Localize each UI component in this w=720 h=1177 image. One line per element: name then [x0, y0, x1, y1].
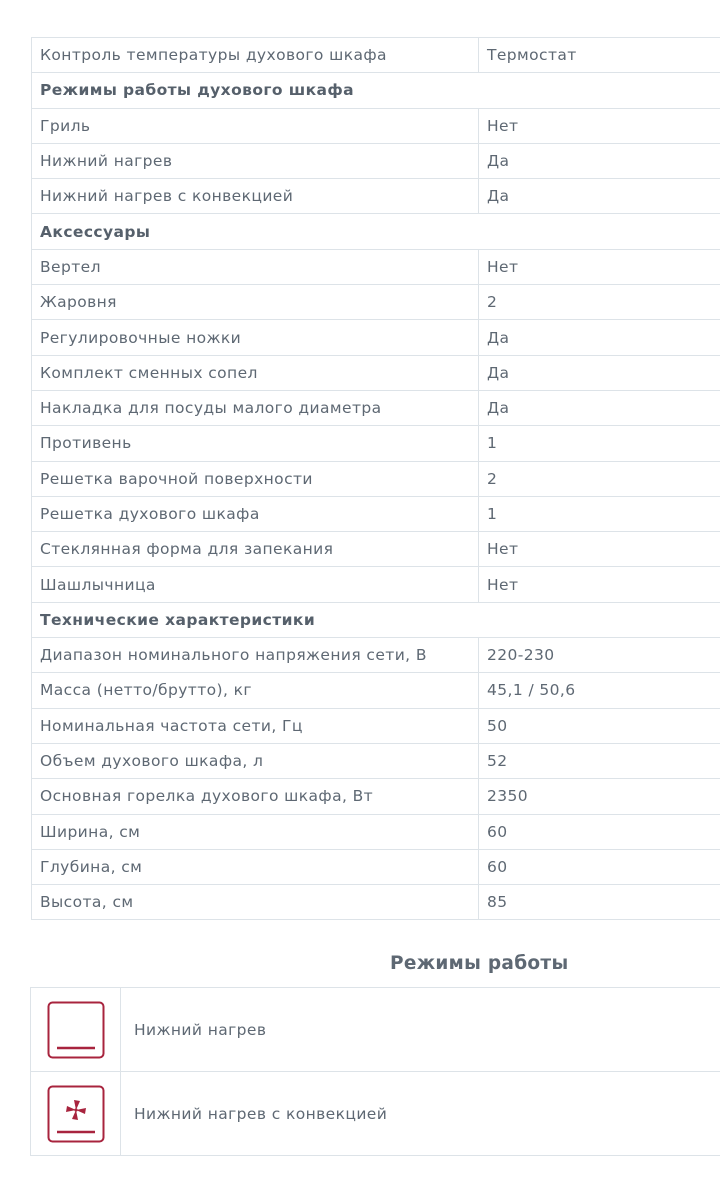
spec-row — [32, 285, 720, 320]
spec-value: 2 — [479, 461, 720, 496]
spec-label: Объем духового шкафа, л — [32, 743, 479, 778]
spec-value: Да — [479, 390, 720, 425]
modes-title: Режимы работы — [390, 953, 569, 974]
spec-label: Основная горелка духового шкафа, Вт — [32, 779, 479, 814]
spec-value: 2350 — [479, 779, 720, 814]
section-header: Аксессуары — [32, 214, 720, 249]
spec-value: Да — [479, 320, 720, 355]
spec-value: Да — [479, 179, 720, 214]
spec-row — [32, 814, 720, 849]
spec-row — [32, 249, 720, 284]
spec-label: Гриль — [32, 108, 479, 143]
spec-label: Высота, см — [32, 885, 479, 920]
spec-value: Нет — [479, 567, 720, 602]
spec-row — [32, 743, 720, 778]
spec-label: Противень — [32, 426, 479, 461]
spec-label: Вертел — [32, 249, 479, 284]
spec-row — [32, 673, 720, 708]
spec-value: 60 — [479, 814, 720, 849]
spec-label: Номинальная частота сети, Гц — [32, 708, 479, 743]
spec-value: Нет — [479, 108, 720, 143]
mode-label: Нижний нагрев — [121, 988, 720, 1072]
spec-label: Решетка духового шкафа — [32, 496, 479, 531]
spec-label: Регулировочные ножки — [32, 320, 479, 355]
section-header-row — [32, 602, 720, 637]
mode-row — [31, 1072, 720, 1156]
spec-label: Диапазон номинального напряжения сети, В — [32, 638, 479, 673]
specifications-table — [31, 37, 720, 920]
mode-icon-cell — [31, 988, 121, 1072]
spec-row — [32, 849, 720, 884]
spec-value: 1 — [479, 496, 720, 531]
spec-label: Контроль температуры духового шкафа — [32, 38, 479, 73]
spec-value: 50 — [479, 708, 720, 743]
spec-row — [32, 179, 720, 214]
spec-row — [32, 143, 720, 178]
bottom-heat-convection-icon — [47, 1085, 105, 1143]
spec-row — [32, 355, 720, 390]
spec-value: Нет — [479, 532, 720, 567]
spec-row — [32, 390, 720, 425]
spec-row — [32, 108, 720, 143]
spec-label: Нижний нагрев с конвекцией — [32, 179, 479, 214]
spec-value: 60 — [479, 849, 720, 884]
spec-value: 52 — [479, 743, 720, 778]
spec-row — [32, 461, 720, 496]
spec-row — [32, 567, 720, 602]
spec-value: 2 — [479, 285, 720, 320]
section-header: Технические характеристики — [32, 602, 720, 637]
spec-row — [32, 38, 720, 73]
section-header: Режимы работы духового шкафа — [32, 73, 720, 108]
spec-label: Накладка для посуды малого диаметра — [32, 390, 479, 425]
spec-row — [32, 779, 720, 814]
spec-label: Нижний нагрев — [32, 143, 479, 178]
mode-label: Нижний нагрев с конвекцией — [121, 1072, 720, 1156]
spec-row — [32, 638, 720, 673]
spec-row — [32, 708, 720, 743]
bottom-heat-icon — [47, 1001, 105, 1059]
spec-row — [32, 532, 720, 567]
spec-row — [32, 496, 720, 531]
spec-label: Стеклянная форма для запекания — [32, 532, 479, 567]
modes-table — [30, 987, 720, 1156]
mode-row — [31, 988, 720, 1072]
spec-label: Комплект сменных сопел — [32, 355, 479, 390]
spec-value: Нет — [479, 249, 720, 284]
spec-label: Шашлычница — [32, 567, 479, 602]
section-header-row — [32, 214, 720, 249]
spec-row — [32, 885, 720, 920]
spec-label: Масса (нетто/брутто), кг — [32, 673, 479, 708]
spec-value: Да — [479, 143, 720, 178]
section-header-row — [32, 73, 720, 108]
spec-value: Да — [479, 355, 720, 390]
spec-value: 220-230 — [479, 638, 720, 673]
spec-label: Глубина, см — [32, 849, 479, 884]
spec-label: Решетка варочной поверхности — [32, 461, 479, 496]
spec-label: Ширина, см — [32, 814, 479, 849]
spec-row — [32, 320, 720, 355]
spec-label: Жаровня — [32, 285, 479, 320]
spec-value: Термостат — [479, 38, 720, 73]
mode-icon-cell — [31, 1072, 121, 1156]
spec-row — [32, 426, 720, 461]
spec-value: 45,1 / 50,6 — [479, 673, 720, 708]
spec-value: 1 — [479, 426, 720, 461]
spec-value: 85 — [479, 885, 720, 920]
